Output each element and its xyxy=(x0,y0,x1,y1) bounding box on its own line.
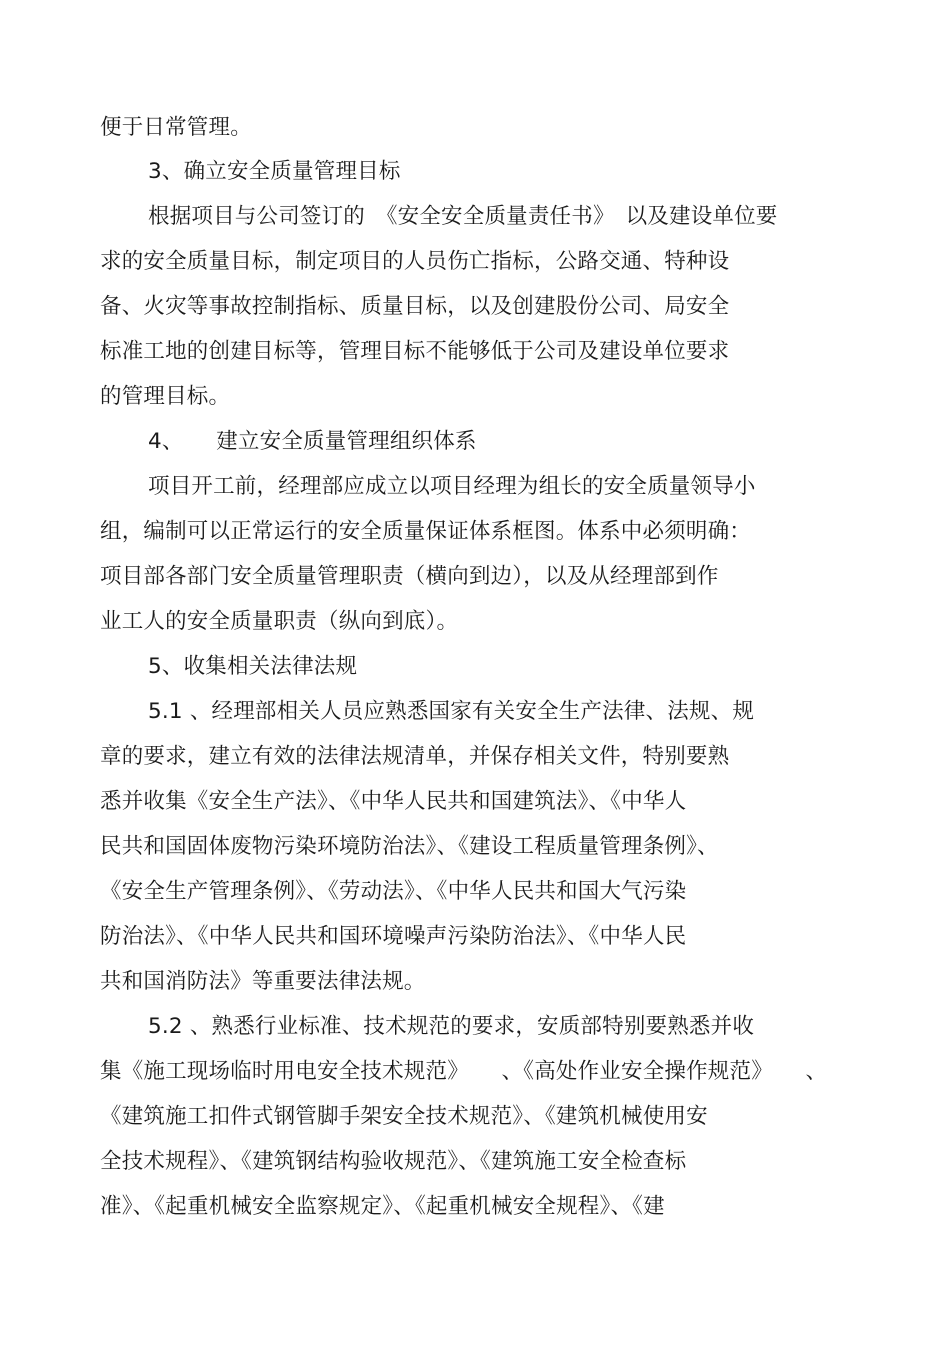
text-line: 的管理目标。 xyxy=(100,384,231,409)
text-line: 组，编制可以正常运行的安全质量保证体系框图。体系中必须明确： xyxy=(100,519,752,544)
text-line: 根据项目与公司签订的 《安全安全质量责任书》 以及建设单位要 xyxy=(148,204,778,229)
text-line: 5.2 、熟悉行业标准、技术规范的要求，安质部特别要熟悉并收 xyxy=(148,1014,755,1039)
text-line: 标准工地的创建目标等，管理目标不能够低于公司及建设单位要求 xyxy=(100,339,730,364)
text-line: 项目部各部门安全质量管理职责（横向到边），以及从经理部到作 xyxy=(100,564,719,589)
text-line: 项目开工前，经理部应成立以项目经理为组长的安全质量领导小 xyxy=(148,474,756,499)
text-line: 章的要求，建立有效的法律法规清单，并保存相关文件，特别要熟 xyxy=(100,744,730,769)
text-line: 集《施工现场临时用电安全技术规范》 、《高处作业安全操作规范》 、 xyxy=(100,1059,828,1084)
text-line: 民共和国固体废物污染环境防治法》、《建设工程质量管理条例》、 xyxy=(100,834,719,859)
text-line: 准》、《起重机械安全监察规定》、《起重机械安全规程》、《建 xyxy=(100,1194,665,1219)
text-line: 共和国消防法》等重要法律法规。 xyxy=(100,969,426,994)
section-heading: 3、确立安全质量管理目标 xyxy=(148,159,401,184)
section-heading: 4、 建立安全质量管理组织体系 xyxy=(148,429,477,454)
text-line: 《安全生产管理条例》、《劳动法》、《中华人民共和国大气污染 xyxy=(100,879,687,904)
text-line: 便于日常管理。 xyxy=(100,115,252,140)
text-line: 5.1 、经理部相关人员应熟悉国家有关安全生产法律、法规、规 xyxy=(148,699,755,724)
text-line: 业工人的安全质量职责（纵向到底）。 xyxy=(100,609,459,634)
section-heading: 5、收集相关法律法规 xyxy=(148,654,358,679)
text-line: 悉并收集《安全生产法》、《中华人民共和国建筑法》、《中华人 xyxy=(100,789,687,814)
text-line: 防治法》、《中华人民共和国环境噪声污染防治法》、《中华人民 xyxy=(100,924,687,949)
text-line: 备、火灾等事故控制指标、质量目标，以及创建股份公司、局安全 xyxy=(100,294,730,319)
text-line: 《建筑施工扣件式钢管脚手架安全技术规范》、《建筑机械使用安 xyxy=(100,1104,708,1129)
text-line: 全技术规程》、《建筑钢结构验收规范》、《建筑施工安全检查标 xyxy=(100,1149,687,1174)
text-line: 求的安全质量目标，制定项目的人员伤亡指标，公路交通、特种设 xyxy=(100,249,730,274)
